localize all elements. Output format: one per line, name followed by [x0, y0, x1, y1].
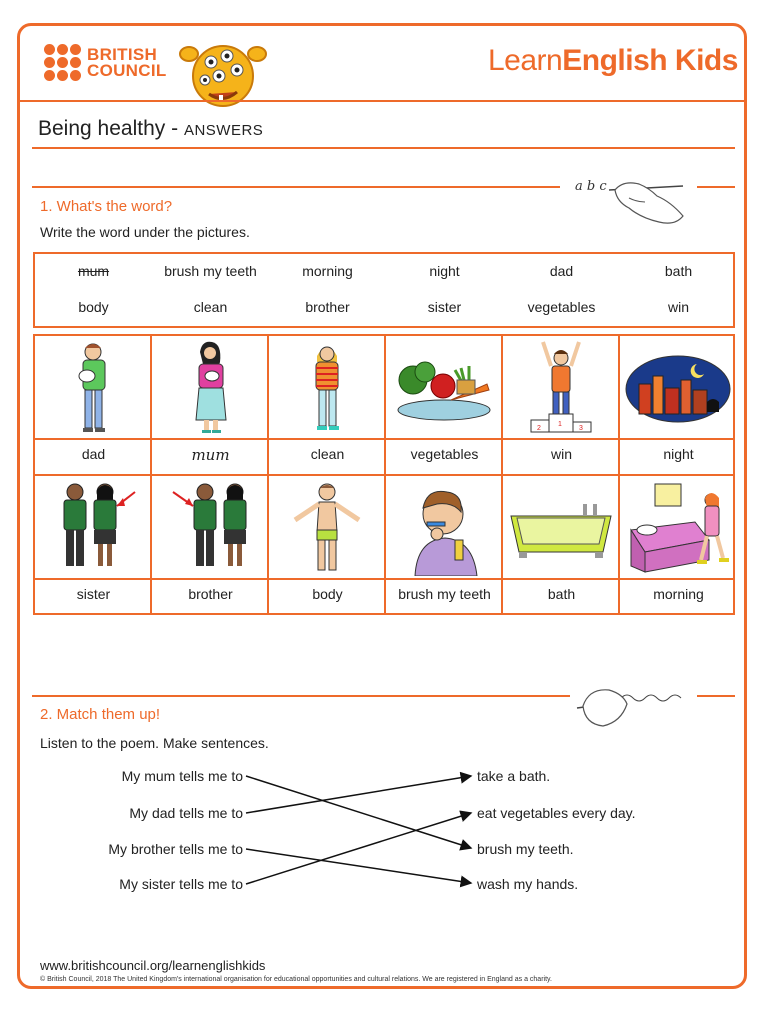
match-line: [246, 776, 471, 813]
brand-kids: Kids: [674, 44, 738, 77]
match-left-item: My mum tells me to: [121, 768, 243, 784]
section2-heading: 2. Match them up!: [40, 706, 161, 723]
word-bank-item: brother: [305, 299, 350, 315]
answer-caption: night: [663, 446, 694, 462]
answer-caption: vegetables: [410, 446, 479, 462]
match-right-item: brush my teeth.: [477, 841, 574, 857]
word-bank-item: morning: [302, 263, 353, 279]
word-bank-item: brush my teeth: [164, 263, 257, 279]
section1-instruction: Write the word under the pictures.: [40, 224, 250, 240]
match-left-item: My sister tells me to: [119, 876, 243, 892]
word-bank-item: bath: [664, 263, 693, 279]
answer-caption: brush my teeth: [398, 586, 491, 602]
answer-caption: morning: [653, 586, 704, 602]
answer-caption: body: [312, 586, 343, 602]
svg-text:1: 1: [558, 421, 562, 428]
section1-heading: 1. What's the word?: [40, 198, 173, 215]
match-line: [246, 849, 471, 883]
footer-url: www.britishcouncil.org/learnenglishkids: [40, 958, 266, 973]
word-bank-item: clean: [193, 299, 228, 315]
match-right-item: wash my hands.: [477, 876, 579, 892]
word-bank-item: mum: [77, 263, 110, 279]
title-text: Being healthy -: [38, 117, 184, 140]
match-right-item: eat vegetables every day.: [477, 805, 636, 821]
answer-caption: mum: [191, 446, 230, 464]
match-line: [246, 813, 471, 884]
answer-caption: dad: [81, 446, 106, 462]
svg-text:3: 3: [579, 425, 583, 432]
word-bank-item: night: [429, 263, 460, 279]
word-bank-item: body: [78, 299, 109, 315]
match-left-item: My brother tells me to: [108, 841, 243, 857]
brand-learn: Learn: [488, 44, 563, 77]
section2-instruction: Listen to the poem. Make sentences.: [40, 735, 269, 751]
word-bank-item: win: [667, 299, 689, 315]
word-bank-item: sister: [427, 299, 462, 315]
match-line: [246, 776, 471, 848]
brand-english: English: [562, 44, 668, 77]
word-bank-item: vegetables: [527, 299, 596, 315]
answer-caption: sister: [76, 586, 111, 602]
answer-caption: bath: [547, 586, 576, 602]
bc-logo-line2: COUNCIL: [87, 60, 167, 80]
bc-logo-line1: BRITISH: [87, 44, 158, 64]
answer-caption: win: [550, 446, 572, 462]
word-bank-item: dad: [549, 263, 574, 279]
match-right-item: take a bath.: [477, 768, 551, 784]
footer-copyright: © British Council, 2018 The United Kingdom's international organisation for educational opportunities and cultural relations. We are registered in England as a charity.: [40, 976, 552, 983]
svg-text:2: 2: [537, 425, 541, 432]
abc-handwriting: a b c: [575, 179, 607, 194]
match-left-item: My dad tells me to: [129, 805, 243, 821]
title-answers: ANSWERS: [183, 122, 264, 139]
answer-caption: clean: [310, 446, 345, 462]
answer-caption: brother: [188, 586, 233, 602]
